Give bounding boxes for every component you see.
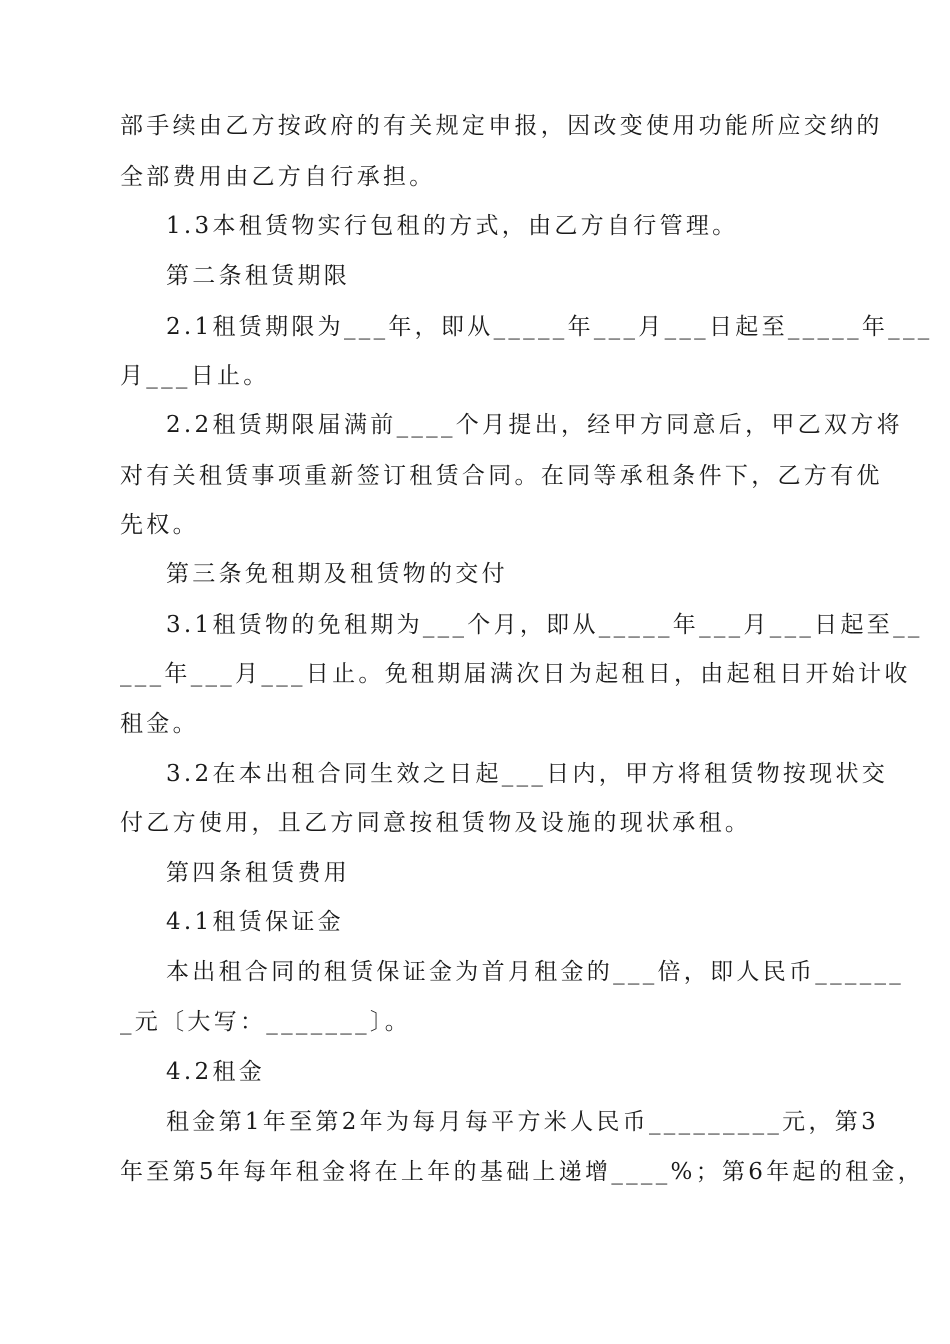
paragraph-line: 对有关租赁事项重新签订租赁合同。在同等承租条件下，乙方有优 [120,463,883,489]
paragraph-line: 年至第5年每年租金将在上年的基础上递增____%；第6年起的租金， [120,1159,925,1185]
clause-4-2-heading: 4.2租金 [166,1059,266,1085]
article-2-heading: 第二条租赁期限 [166,263,351,289]
article-3-heading: 第三条免租期及租赁物的交付 [166,561,508,587]
paragraph-line: 付乙方使用，且乙方同意按租赁物及设施的现状承租。 [120,810,752,836]
paragraph-line: 部手续由乙方按政府的有关规定申报，因改变使用功能所应交纳的 [120,113,883,139]
paragraph-line: _元〔大写：_______〕。 [120,1009,411,1035]
paragraph-line: 月___日止。 [120,363,270,389]
paragraph-line: ___年___月___日止。免租期届满次日为起租日，由起租日开始计收 [120,661,911,687]
article-4-heading: 第四条租赁费用 [166,860,351,886]
clause-2-1: 2.1租赁期限为___年，即从_____年___月___日起至_____年___ [166,314,933,340]
paragraph-line: 先权。 [120,512,199,538]
clause-4-1-heading: 4.1租赁保证金 [166,909,344,935]
clause-3-2: 3.2在本出租合同生效之日起___日内，甲方将租赁物按现状交 [166,761,889,787]
paragraph-line: 全部费用由乙方自行承担。 [120,164,436,190]
paragraph-line: 租金第1年至第2年为每月每平方米人民币_________元，第3 [166,1109,879,1135]
paragraph-line: 本出租合同的租赁保证金为首月租金的___倍，即人民币______ [166,959,905,985]
clause-1-3: 1.3本租赁物实行包租的方式，由乙方自行管理。 [166,213,739,239]
clause-3-1: 3.1租赁物的免租期为___个月，即从_____年___月___日起至__ [166,612,923,638]
paragraph-line: 租金。 [120,711,199,737]
clause-2-2: 2.2租赁期限届满前____个月提出，经甲方同意后，甲乙双方将 [166,412,903,438]
